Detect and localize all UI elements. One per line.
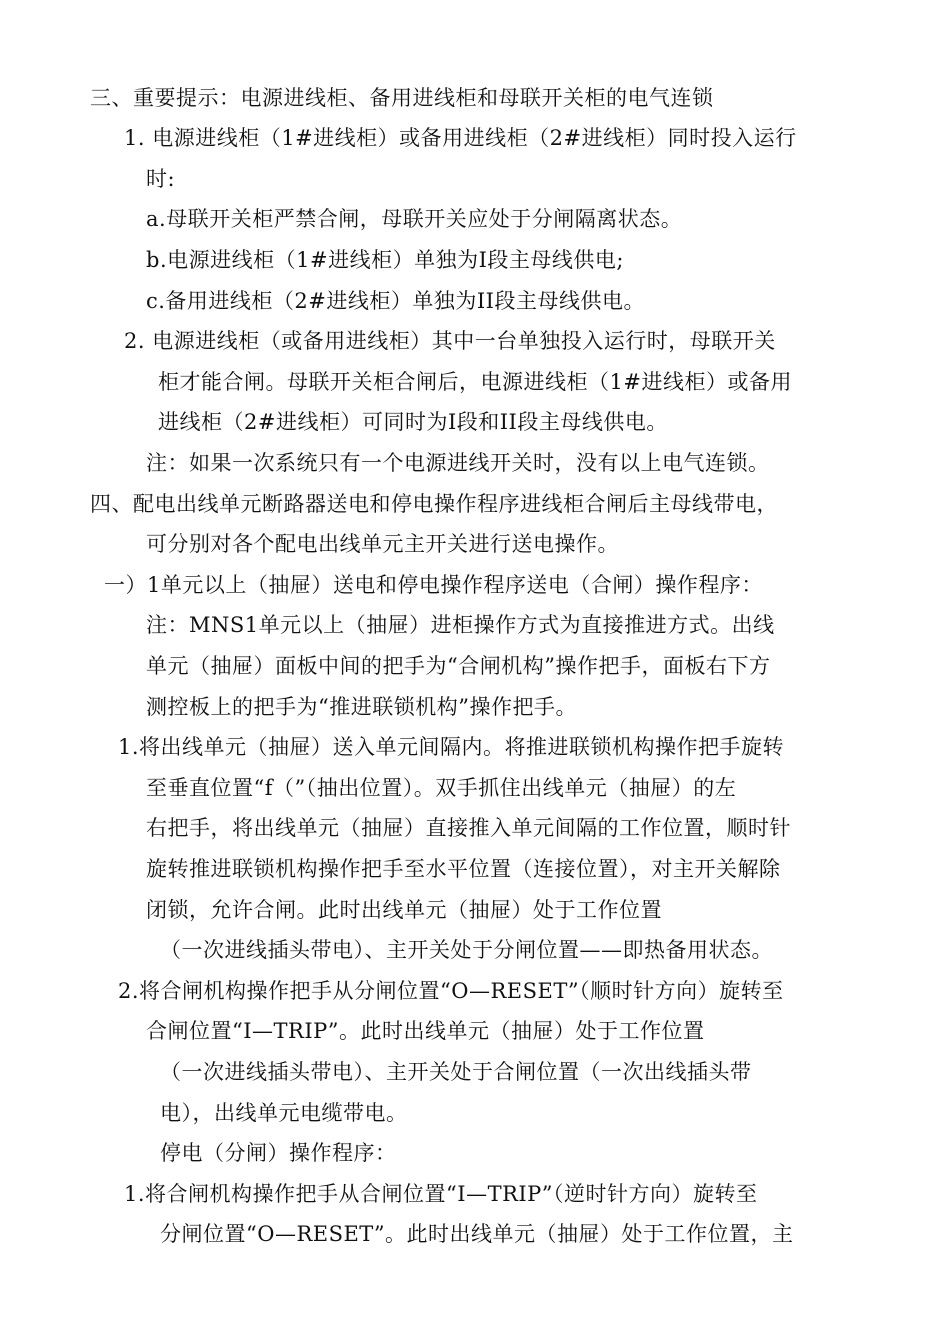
- section-three-heading: 三、重要提示：电源进线柜、备用进线柜和母联开关柜的电气连锁: [90, 86, 714, 110]
- section-four-line-2: 可分别对各个配电出线单元主开关进行送电操作。: [146, 532, 619, 556]
- item-1-line-1: 1. 电源进线柜（1#进线柜）或备用进线柜（2#进线柜）同时投入运行: [124, 126, 797, 150]
- step-1-line-2: 至垂直位置“f（”（抽出位置）。双手抓住出线单元（抽屉）的左: [146, 776, 737, 800]
- step-1-line-4: 旋转推进联锁机构操作把手至水平位置（连接位置），对主开关解除: [146, 857, 781, 881]
- step-1-line-5: 闭锁，允许合闸。此时出线单元（抽屉）处于工作位置: [146, 898, 662, 922]
- note-mns-line-2: 单元（抽屉）面板中间的把手为“合闸机构”操作把手，面板右下方: [146, 654, 771, 678]
- item-2-line-1: 2. 电源进线柜（或备用进线柜）其中一台单独投入运行时，母联开关: [124, 329, 776, 353]
- note-mns-line-3: 测控板上的把手为“推进联锁机构”操作把手。: [146, 695, 577, 719]
- note-mns-line-1: 注：MNS1单元以上（抽屉）进柜操作方式为直接推进方式。出线: [146, 613, 775, 637]
- step-1-line-3: 右把手，将出线单元（抽屉）直接推入单元间隔的工作位置，顺时针: [146, 816, 791, 840]
- item-1-line-2: 时:: [146, 167, 176, 191]
- step-2-line-3: （一次进线插头带电）、主开关处于合闸位置（一次出线插头带: [160, 1060, 752, 1084]
- step-1-line-1: 1.将出线单元（抽屉）送入单元间隔内。将推进联锁机构操作把手旋转: [118, 735, 785, 759]
- item-1a: a.母联开关柜严禁合闸，母联开关应处于分闸隔离状态。: [146, 207, 683, 231]
- off-step-1-line-2: 分闸位置“O—RESET”。此时出线单元（抽屉）处于工作位置，主: [160, 1222, 794, 1246]
- item-2-line-3: 进线柜（2#进线柜）可同时为Ⅰ段和II段主母线供电。: [158, 410, 668, 434]
- step-2-line-4: 电），出线单元电缆带电。: [160, 1101, 408, 1125]
- note-interlock: 注：如果一次系统只有一个电源进线开关时，没有以上电气连锁。: [146, 451, 770, 475]
- step-1-line-6: （一次进线插头带电）、主开关处于分闸位置——即热备用状态。: [160, 938, 773, 962]
- item-1b: b.电源进线柜（1#进线柜）单独为Ⅰ段主母线供电;: [146, 248, 624, 272]
- subsection-one-heading: 一）1单元以上（抽屉）送电和停电操作程序送电（合闸）操作程序：: [104, 573, 763, 597]
- section-four-heading: 四、配电出线单元断路器送电和停电操作程序进线柜合闸后主母线带电，: [90, 492, 778, 516]
- item-1c: c.备用进线柜（2#进线柜）单独为II段主母线供电。: [146, 289, 645, 313]
- step-2-line-2: 合闸位置“I—TRIP”。此时出线单元（抽屉）处于工作位置: [146, 1019, 705, 1043]
- power-off-heading: 停电（分闸）操作程序：: [160, 1141, 397, 1165]
- step-2-line-1: 2.将合闸机构操作把手从分闸位置“O—RESET”（顺时针方向）旋转至: [118, 979, 784, 1003]
- item-2-line-2: 柜才能合闸。母联开关柜合闸后，电源进线柜（1#进线柜）或备用: [158, 370, 792, 394]
- off-step-1-line-1: 1.将合闸机构操作把手从合闸位置“I—TRIP”（逆时针方向）旋转至: [124, 1182, 758, 1206]
